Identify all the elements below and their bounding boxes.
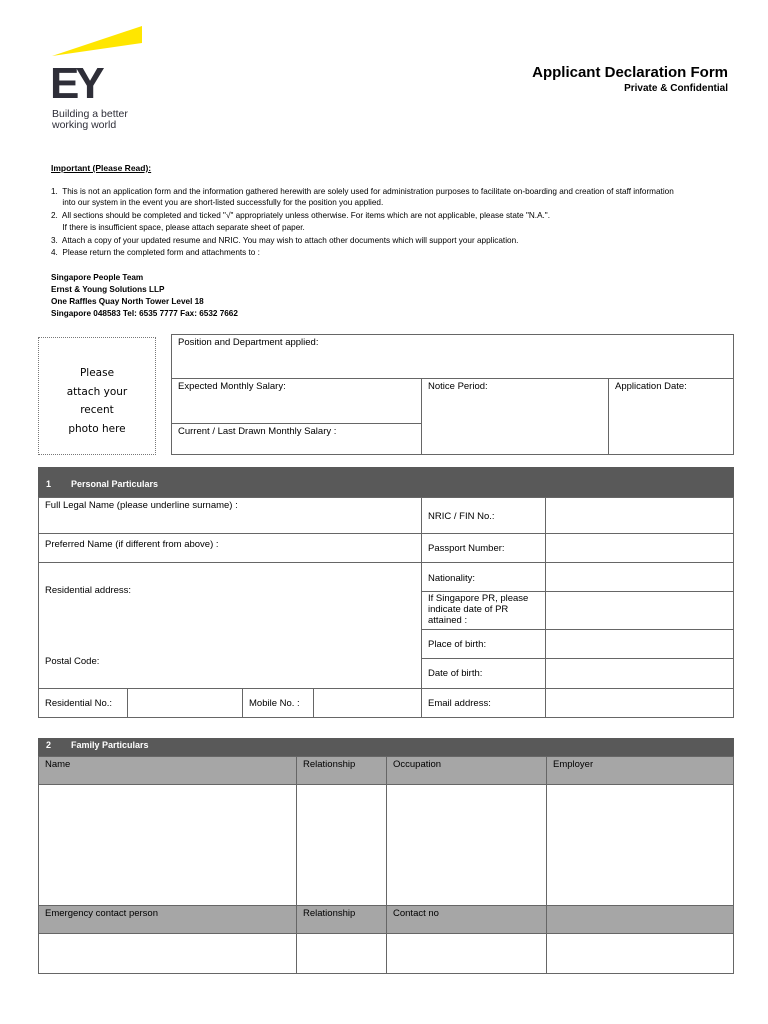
section-number: 2 bbox=[46, 740, 52, 750]
email-label-cell bbox=[421, 688, 546, 718]
place-of-birth-input[interactable] bbox=[545, 629, 734, 659]
instruction-line: 3. Attach a copy of your updated resume and NRIC. You may wish to attach other documents which will support your application. bbox=[51, 236, 519, 245]
ey-logo: EY bbox=[50, 59, 101, 108]
address-line: One Raffles Quay North Tower Level 18 bbox=[51, 297, 204, 306]
pr-label-line: indicate date of PR bbox=[428, 604, 509, 615]
preferred-name-field[interactable] bbox=[38, 533, 422, 563]
pr-date-input[interactable] bbox=[545, 591, 734, 630]
current-salary-field[interactable] bbox=[171, 423, 422, 455]
col-header-emergency bbox=[38, 905, 297, 934]
email-label: Email address: bbox=[428, 698, 491, 709]
nationality-input[interactable] bbox=[545, 562, 734, 592]
pr-label-line: If Singapore PR, please bbox=[428, 593, 529, 604]
nric-label: NRIC / FIN No.: bbox=[428, 511, 495, 522]
nric-label-cell bbox=[421, 497, 546, 534]
family-relationship-input[interactable] bbox=[296, 784, 387, 906]
ey-logo-beam bbox=[52, 26, 142, 60]
emergency-contact-input[interactable] bbox=[386, 933, 547, 974]
section-1-header bbox=[38, 467, 734, 498]
residential-no-label: Residential No.: bbox=[45, 698, 113, 709]
application-date-field[interactable] bbox=[608, 378, 734, 455]
col-header-relationship bbox=[296, 756, 387, 785]
form-title: Applicant Declaration Form bbox=[532, 64, 728, 81]
email-input[interactable] bbox=[545, 688, 734, 718]
form-subtitle: Private & Confidential bbox=[624, 83, 728, 94]
postal-code-label: Postal Code: bbox=[45, 656, 100, 667]
instruction-line: If there is insufficient space, please attach separate sheet of paper. bbox=[51, 223, 305, 232]
dob-label: Date of birth: bbox=[428, 668, 483, 679]
instruction-line: 1. This is not an application form and the information gathered herewith are solely used for administration purposes to facilitate on-boarding and creation of staff information bbox=[51, 187, 674, 196]
section-number: 1 bbox=[46, 479, 52, 489]
current-salary-label: Current / Last Drawn Monthly Salary : bbox=[178, 426, 337, 437]
passport-label-cell bbox=[421, 533, 546, 563]
instruction-line: 2. All sections should be completed and ticked "√" appropriately unless otherwise. For items which are not applicable, please state "N.A.". bbox=[51, 211, 550, 220]
photo-text: recent bbox=[80, 404, 114, 416]
pr-label-line: attained : bbox=[428, 615, 468, 626]
position-dept-label: Position and Department applied: bbox=[178, 337, 319, 348]
photo-text: attach your bbox=[66, 385, 128, 398]
preferred-name-label: Preferred Name (if different from above) : bbox=[45, 539, 219, 550]
col-header-employer bbox=[546, 756, 734, 785]
family-employer-input[interactable] bbox=[546, 784, 734, 906]
place-of-birth-label-cell bbox=[421, 629, 546, 659]
col-header-contact-no-text: Contact no bbox=[393, 908, 439, 919]
logo-tagline-2: working world bbox=[52, 119, 117, 131]
nationality-label: Nationality: bbox=[428, 573, 475, 584]
col-header-name-text: Name bbox=[45, 759, 71, 770]
pr-date-label-cell bbox=[421, 591, 546, 630]
section-2-header bbox=[38, 738, 734, 757]
logo-tagline-1: Building a better bbox=[52, 108, 128, 120]
section-title: Personal Particulars bbox=[71, 479, 159, 489]
passport-label: Passport Number: bbox=[428, 543, 505, 554]
residential-address-label: Residential address: bbox=[45, 585, 132, 596]
position-dept-field[interactable] bbox=[171, 334, 734, 379]
address-line: Ernst & Young Solutions LLP bbox=[51, 285, 165, 294]
col-header-emergency-relationship-text: Relationship bbox=[303, 908, 356, 919]
place-of-birth-label: Place of birth: bbox=[428, 639, 487, 650]
instruction-line: 4. Please return the completed form and attachments to : bbox=[51, 248, 260, 257]
passport-input[interactable] bbox=[545, 533, 734, 563]
mobile-no-input[interactable] bbox=[313, 688, 422, 718]
notice-period-field[interactable] bbox=[421, 378, 609, 455]
full-name-label: Full Legal Name (please underline surname) : bbox=[45, 500, 238, 511]
photo-text: photo here bbox=[68, 422, 126, 435]
family-name-input[interactable] bbox=[38, 784, 297, 906]
expected-salary-field[interactable] bbox=[171, 378, 422, 424]
address-line: Singapore 048583 Tel: 6535 7777 Fax: 6532 7662 bbox=[51, 309, 238, 318]
col-header-emergency-relationship bbox=[296, 905, 387, 934]
important-heading: Important (Please Read): bbox=[51, 163, 152, 173]
dob-label-cell bbox=[421, 658, 546, 689]
mobile-no-label: Mobile No. : bbox=[249, 698, 300, 709]
address-line: Singapore People Team bbox=[51, 273, 144, 282]
notice-period-label: Notice Period: bbox=[428, 381, 488, 392]
col-header-name bbox=[38, 756, 297, 785]
emergency-name-input[interactable] bbox=[38, 933, 297, 974]
col-header-occupation bbox=[386, 756, 547, 785]
photo-placeholder[interactable] bbox=[38, 337, 156, 455]
emergency-relationship-input[interactable] bbox=[296, 933, 387, 974]
expected-salary-label: Expected Monthly Salary: bbox=[178, 381, 286, 392]
emergency-extra-input[interactable] bbox=[546, 933, 734, 974]
col-header-emergency-text: Emergency contact person bbox=[45, 908, 159, 919]
nric-input[interactable] bbox=[545, 497, 734, 534]
residential-no-label-cell bbox=[38, 688, 128, 718]
col-header-relationship-text: Relationship bbox=[303, 759, 356, 770]
photo-text: Please bbox=[79, 367, 115, 379]
residential-no-input[interactable] bbox=[127, 688, 243, 718]
col-header-blank bbox=[546, 905, 734, 934]
mobile-no-label-cell bbox=[242, 688, 314, 718]
full-name-field[interactable] bbox=[38, 497, 422, 534]
application-date-label: Application Date: bbox=[615, 381, 687, 392]
instruction-line: into our system in the event you are short-listed successfully for the position you applied. bbox=[51, 198, 384, 207]
family-occupation-input[interactable] bbox=[386, 784, 547, 906]
dob-input[interactable] bbox=[545, 658, 734, 689]
section-title: Family Particulars bbox=[71, 740, 149, 750]
residential-address-field[interactable] bbox=[38, 562, 422, 689]
col-header-contact-no bbox=[386, 905, 547, 934]
nationality-label-cell bbox=[421, 562, 546, 592]
col-header-occupation-text: Occupation bbox=[393, 759, 442, 770]
col-header-employer-text: Employer bbox=[553, 759, 594, 770]
